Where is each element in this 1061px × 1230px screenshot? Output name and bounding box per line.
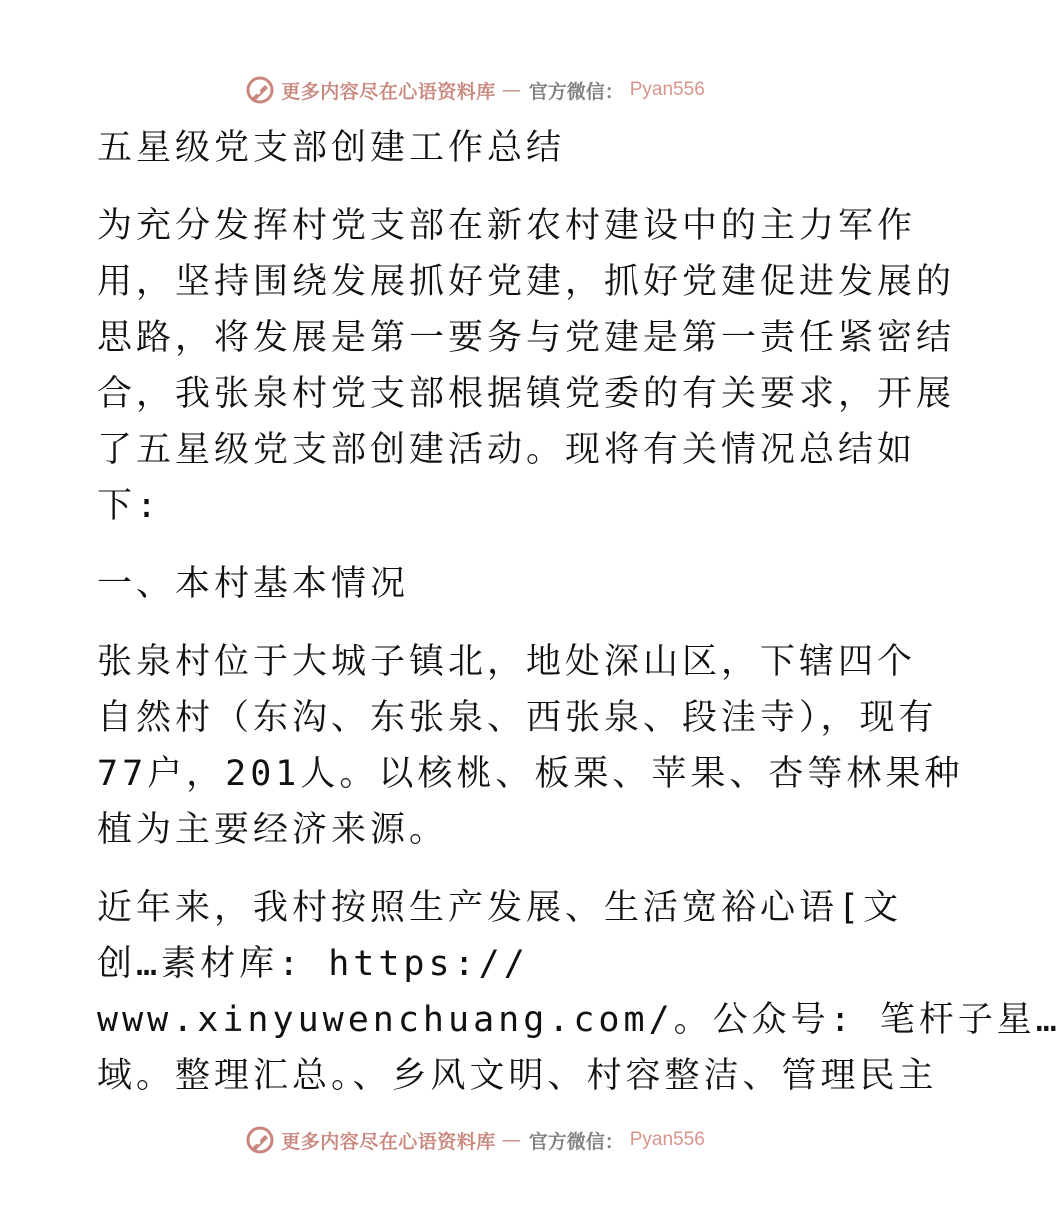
paragraph-line: 用，坚持围绕发展抓好党建，抓好党建促进发展的 [97, 262, 956, 302]
paragraph-line: 植为主要经济来源。 [97, 810, 449, 850]
pen-logo-icon [245, 75, 275, 105]
header-banner-text: 更多内容尽在心语资料库 [281, 80, 496, 103]
paragraph-village-info [97, 634, 964, 858]
spacer [97, 176, 857, 198]
paragraph-line: www.xinyuwenchuang.com/。公众号: 笔杆子星… [97, 1000, 1061, 1040]
paragraph-intro [97, 198, 956, 534]
paragraph-line: 了五星级党支部创建活动。现将有关情况总结如 [97, 430, 917, 470]
paragraph-line: 合，我张泉村党支部根据镇党委的有关要求，开展 [97, 374, 956, 414]
spacer [97, 534, 857, 556]
spacer [97, 612, 857, 634]
paragraph-line: 创…素材库: https:// [97, 944, 529, 984]
section-heading: 一、本村基本情况 [97, 564, 410, 604]
footer-banner-id: Pyan556 [629, 1129, 705, 1150]
spacer [97, 858, 857, 880]
footer-banner-official: 官方微信： [528, 1130, 624, 1153]
footer-banner-text: 更多内容尽在心语资料库 [281, 1130, 496, 1153]
paragraph-line: 为充分发挥村党支部在新农村建设中的主力军作 [97, 206, 917, 246]
paragraph-line: 域。整理汇总。、乡风文明、村容整洁、管理民主 [97, 1056, 938, 1096]
pen-logo-icon [245, 1125, 275, 1155]
paragraph-line: 自然村（东沟、东张泉、西张泉、段洼寺），现有 [97, 698, 938, 738]
paragraph-line: 77户，201人。以核桃、板栗、苹果、杏等林果种 [97, 754, 964, 794]
footer-watermark-banner [0, 1122, 950, 1158]
paragraph-line: 近年来，我村按照生产发展、生活宽裕心语[文 [97, 888, 903, 928]
header-watermark-banner [0, 72, 950, 108]
footer-banner-dash: — [501, 1129, 521, 1151]
paragraph-recent-years [97, 880, 1061, 1104]
header-banner-official: 官方微信： [528, 80, 624, 103]
paragraph-line: 张泉村位于大城子镇北，地处深山区，下辖四个 [97, 642, 917, 682]
document-title: 五星级党支部创建工作总结 [97, 128, 566, 168]
paragraph-line: 下: [97, 486, 162, 526]
paragraph-line: 思路，将发展是第一要务与党建是第一责任紧密结 [97, 318, 956, 358]
header-banner-id: Pyan556 [629, 79, 705, 100]
header-banner-inner [245, 75, 705, 105]
document-body [97, 118, 1061, 1118]
footer-banner-inner [245, 1125, 705, 1155]
header-banner-dash: — [501, 79, 521, 101]
